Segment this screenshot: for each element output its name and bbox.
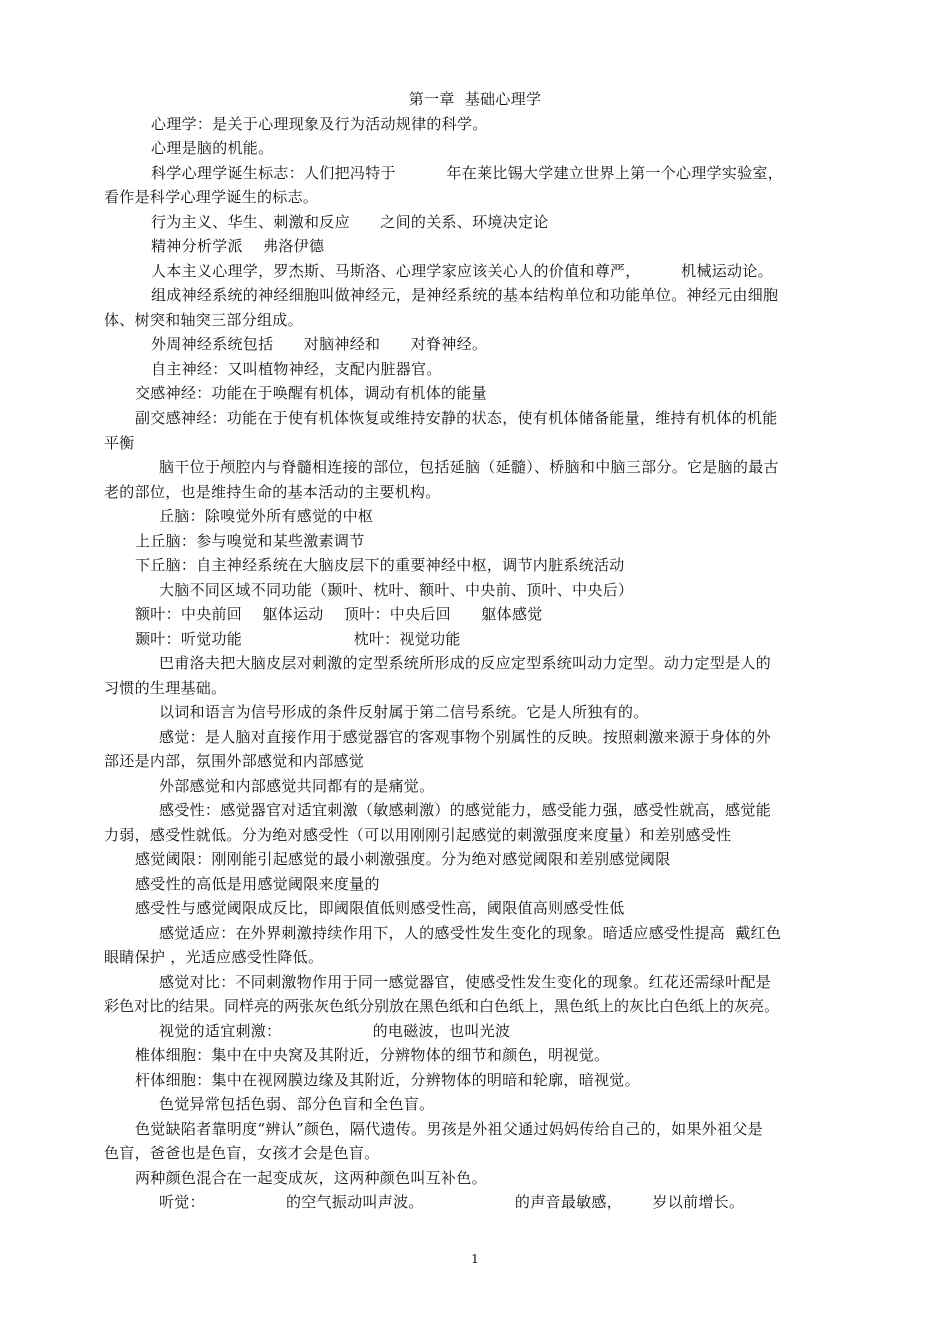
text-line: 感受性与感觉阈限成反比，即阈限值低则感受性高，阈限值高则感受性低 bbox=[135, 899, 625, 917]
chapter-title: 第一章 基础心理学 bbox=[408, 90, 542, 108]
text-line: 外部感觉和内部感觉共同都有的是痛觉。 bbox=[159, 777, 435, 795]
text-line: 脑干位于颅腔内与脊髓相连接的部位，包括延脑（延髓）、桥脑和中脑三部分。它是脑的最古 bbox=[159, 458, 779, 476]
text-line: 感觉阈限：刚刚能引起感觉的最小刺激强度。分为绝对感觉阈限和差别感觉阈限 bbox=[135, 850, 671, 868]
text-line: 丘脑：除嗅觉外所有感觉的中枢 bbox=[159, 507, 374, 525]
text-line: 视觉的适宜刺激： 的电磁波，也叫光波 bbox=[159, 1022, 511, 1040]
text-line: 色觉异常包括色弱、部分色盲和全色盲。 bbox=[159, 1095, 435, 1113]
text-line: 两种颜色混合在一起变成灰，这两种颜色叫互补色。 bbox=[135, 1169, 487, 1187]
text-line: 外周神经系统包括 对脑神经和 对脊神经。 bbox=[151, 335, 488, 353]
text-line: 心理学：是关于心理现象及行为活动规律的科学。 bbox=[151, 115, 488, 133]
text-line: 组成神经系统的神经细胞叫做神经元，是神经系统的基本结构单位和功能单位。神经元由细胞 bbox=[151, 286, 779, 304]
text-line: 色觉缺陷者靠明度“辨认”颜色，隔代遗传。男孩是外祖父通过妈妈传给自己的，如果外祖父是 bbox=[135, 1120, 763, 1138]
text-line: 平衡 bbox=[104, 434, 135, 452]
page-number: 1 bbox=[471, 1252, 479, 1266]
text-line: 感受性的高低是用感觉阈限来度量的 bbox=[135, 875, 380, 893]
text-line: 部还是内部，氛围外部感觉和内部感觉 bbox=[104, 752, 365, 770]
text-line: 力弱，感受性就低。分为绝对感受性（可以用刚刚引起感觉的刺激强度来度量）和差别感受性 bbox=[104, 826, 732, 844]
text-line: 下丘脑：自主神经系统在大脑皮层下的重要神经中枢，调节内脏系统活动 bbox=[135, 556, 625, 574]
text-line: 交感神经：功能在于唤醒有机体，调动有机体的能量 bbox=[135, 384, 487, 402]
text-line: 椎体细胞：集中在中央窝及其附近，分辨物体的细节和颜色，明视觉。 bbox=[135, 1046, 610, 1064]
text-line: 色盲，爸爸也是色盲，女孩才会是色盲。 bbox=[104, 1144, 380, 1162]
text-line: 精神分析学派 弗洛伊德 bbox=[151, 237, 325, 255]
text-line: 以词和语言为信号形成的条件反射属于第二信号系统。它是人所独有的。 bbox=[159, 703, 649, 721]
text-line: 巴甫洛夫把大脑皮层对刺激的定型系统所形成的反应定型系统叫动力定型。动力定型是人的 bbox=[159, 654, 772, 672]
text-line: 上丘脑：参与嗅觉和某些激素调节 bbox=[135, 532, 365, 550]
text-line: 额叶：中央前回 躯体运动 顶叶：中央后回 躯体感觉 bbox=[135, 605, 543, 623]
text-line: 行为主义、华生、刺激和反应 之间的关系、环境决定论 bbox=[151, 213, 549, 231]
text-line: 习惯的生理基础。 bbox=[104, 679, 227, 697]
text-line: 自主神经：又叫植物神经，支配内脏器官。 bbox=[151, 360, 442, 378]
text-line: 副交感神经：功能在于使有机体恢复或维持安静的状态，使有机体储备能量，维持有机体的机能 bbox=[135, 409, 778, 427]
text-line: 感受性：感觉器官对适宜刺激（敏感刺激）的感觉能力，感受能力强，感受性就高，感觉能 bbox=[159, 801, 772, 819]
text-line: 杆体细胞：集中在视网膜边缘及其附近，分辨物体的明暗和轮廓，暗视觉。 bbox=[135, 1071, 640, 1089]
text-line: 看作是科学心理学诞生的标志。 bbox=[104, 188, 319, 206]
text-line: 大脑不同区域不同功能（颞叶、枕叶、额叶、中央前、顶叶、中央后） bbox=[159, 581, 634, 599]
text-line: 眼睛保护 ，光适应感受性降低。 bbox=[104, 948, 324, 966]
text-line: 科学心理学诞生标志：人们把冯特于 年在莱比锡大学建立世界上第一个心理学实验室， bbox=[151, 164, 784, 182]
text-line: 人本主义心理学，罗杰斯、马斯洛、心理学家应该关心人的价值和尊严， 机械运动论。 bbox=[151, 262, 773, 280]
text-line: 感觉：是人脑对直接作用于感觉器官的客观事物个别属性的反映。按照刺激来源于身体的外 bbox=[159, 728, 772, 746]
text-line: 老的部位，也是维持生命的基本活动的主要机构。 bbox=[104, 483, 441, 501]
text-line: 彩色对比的结果。同样亮的两张灰色纸分别放在黑色纸和白色纸上，黑色纸上的灰比白色纸上的灰亮。 bbox=[104, 997, 780, 1015]
text-line: 心理是脑的机能。 bbox=[151, 139, 274, 157]
text-line: 听觉： 的空气振动叫声波。 的声音最敏感， 岁以前增长。 bbox=[159, 1193, 745, 1211]
text-line: 感觉对比：不同刺激物作用于同一感觉器官，使感受性发生变化的现象。红花还需绿叶配是 bbox=[159, 973, 772, 991]
text-line: 颞叶：听觉功能 枕叶：视觉功能 bbox=[135, 630, 461, 648]
text-line: 感觉适应：在外界刺激持续作用下，人的感受性发生变化的现象。暗适应感受性提高 戴红色 bbox=[159, 924, 782, 942]
text-line: 体、树突和轴突三部分组成。 bbox=[104, 311, 303, 329]
